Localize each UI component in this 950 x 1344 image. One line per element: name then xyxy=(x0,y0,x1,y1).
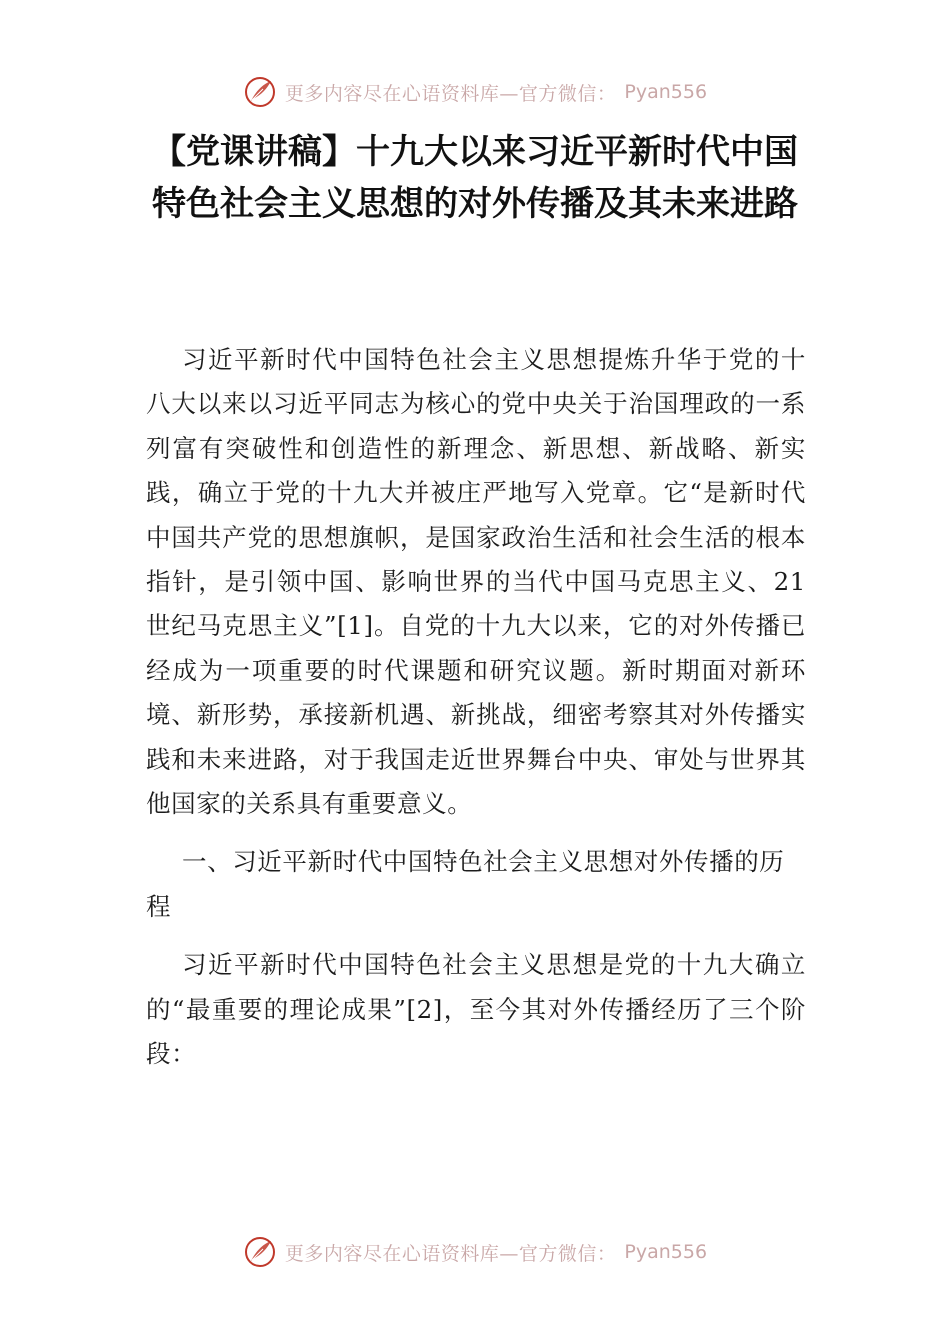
watermark-text: 更多内容尽在心语资料库—官方微信： xyxy=(284,82,617,105)
watermark-wechat-id: Pyan556 xyxy=(624,81,708,103)
document-body xyxy=(146,338,806,1091)
watermark-wechat-id: Pyan556 xyxy=(624,1241,708,1263)
feather-logo-icon xyxy=(243,1235,277,1269)
watermark-text: 更多内容尽在心语资料库—官方微信： xyxy=(284,1242,617,1265)
section-heading: 一、习近平新时代中国特色社会主义思想对外传播的历程 xyxy=(146,847,785,921)
feather-logo-icon xyxy=(243,75,277,109)
watermark-header xyxy=(0,72,950,112)
watermark-footer xyxy=(0,1232,950,1272)
body-paragraph: 习近平新时代中国特色社会主义思想提炼升华于党的十八大以来以习近平同志为核心的党中央关于治国理政的一系列富有突破性和创造性的新理念、新思想、新战略、新实践，确立于党的十九大并被庄严地写入党章。它“是新时代中国共产党的思想旗帜，是国家政治生活和社会生活的根本指针，是引领中国、影响世界的当代中国马克思主义、21 世纪马克思主义”[1]。自党的十九大以来，它的对外传播已经成为一项重要的时代课题和研究议题。新时期面对新环境、新形势，承接新机遇、新挑战，细密考察其对外传播实践和未来进路，对于我国走近世界舞台中央、审处与世界其他国家的关系具有重要意义。 xyxy=(146,345,806,819)
section-paragraph: 习近平新时代中国特色社会主义思想是党的十九大确立的“最重要的理论成果”[2]，至今其对外传播经历了三个阶段： xyxy=(146,950,806,1069)
document-title: 【党课讲稿】十九大以来习近平新时代中国特色社会主义思想的对外传播及其未来进路 xyxy=(152,132,798,224)
